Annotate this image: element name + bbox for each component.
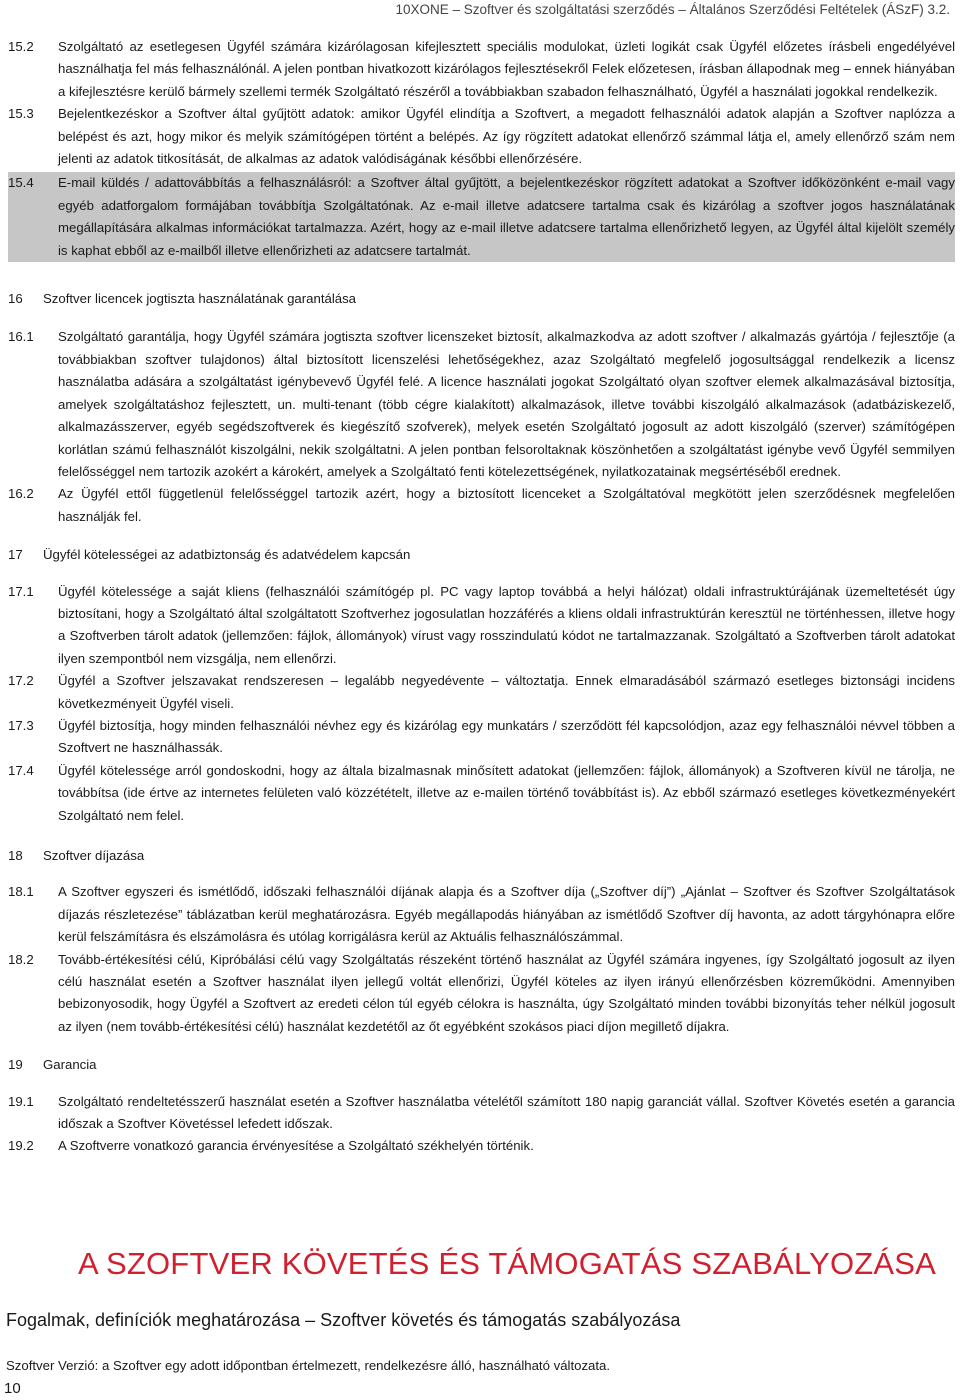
clause-number: 15.4 — [8, 175, 34, 191]
clause-15-3 — [8, 103, 955, 170]
chapter-subtitle: Fogalmak, definíciók meghatározása – Szoftver követés és támogatás szabályozása — [6, 1310, 681, 1330]
chapter-title: A SZOFTVER KÖVETÉS ÉS TÁMOGATÁS SZABÁLYOZÁSA — [78, 1246, 937, 1281]
clause-text: Szolgáltató rendeltetésszerű használat esetén a Szoftver használatba vételétől számított 180 napig garanciát vállal. Szoftver Követés esetén a garancia időszak a Szoftver Követéssel lefedett időszak. — [58, 1093, 955, 1132]
clause-19-1 — [8, 1091, 955, 1136]
clause-number: 17.2 — [8, 673, 34, 689]
clause-18-1 — [8, 881, 955, 948]
running-header: 10XONE – Szoftver és szolgáltatási szerződés – Általános Szerződési Feltételek (ÁSzF) 3.2. — [395, 2, 950, 17]
clause-text: A Szoftver egyszeri és ismétlődő, időszaki felhasználói díjának alapja és a Szoftver díja („Szoftver díj”) „Ajánlat – Szoftver és Szoftver Szolgáltatások díjazás részletezése” táblázatban kerül meghatározásra. Egyéb megállapodás hiányában az ismétlődő Szoftver díj havonta, az adott tárgyhónapra előre kerül felszámításra és elszámolásra és utólag korrigálásra kerül az Aktuális felhasználószámmal. — [58, 884, 955, 945]
document-body — [8, 36, 955, 1158]
section-title: Szoftver licencek jogtiszta használatának garantálása — [43, 291, 357, 307]
clause-number: 15.3 — [8, 106, 34, 122]
clause-number: 17.3 — [8, 717, 34, 733]
clause-number: 19.1 — [8, 1093, 34, 1109]
section-title: Garancia — [43, 1057, 97, 1073]
clause-17-4 — [8, 760, 955, 827]
clause-16-2 — [8, 483, 955, 528]
clause-text: Ügyfél a Szoftver jelszavakat rendszeresen – legalább negyedévente – változtatja. Ennek elmaradásából származó esetleges biztonsági incidens következményeit Ügyfél viseli. — [58, 673, 955, 711]
section-17-heading — [8, 544, 955, 566]
clause-text: Szolgáltató az esetlegesen Ügyfél számára kizárólagosan kifejlesztett speciális modulokat, üzleti logikát csak Ügyfél előzetes írásbeli engedélyével használhatja fel más felhasználónál. A jelen pontban hivatkozott kizárólagos fejlesztésekről Felek előzetesen, írásban állapodnak meg – ennek hiányában a kifejlesztésre kerülő bármely szellemi termék Szolgáltató részéről a továbbiakban szabadon felhasználható, Ügyfél a használati jogokkal rendelkezik. — [58, 39, 955, 99]
clause-number: 18.1 — [8, 884, 34, 900]
clause-text: Az Ügyfél ettől függetlenül felelősséggel tartozik azért, hogy a biztosított licenceket a Szolgáltatóval megkötött jelen szerződésnek megfelelően használják fel. — [58, 486, 955, 524]
clause-text: Szolgáltató garantálja, hogy Ügyfél számára jogtiszta szoftver licenszeket biztosít, alkalmazkodva az adott szoftver / alkalmazás gyártója / fejlesztője (a továbbiakban szoftver tulajdonos) által biztosított licenszelési lehetőségekhez, azaz Szolgáltató megfelelő jogosultsággal rendelkezik a licensz használatba adására a szolgáltatást igénybevevő Ügyfél felé. A licence használati jogokat Szolgáltató olyan szoftver elemek alkalmazásával biztosítja, amelyek szolgáltatáshoz fejlesztett, un. multi-tenant (több cégre kialakított) alkalmazások, illetve további kiszolgáló alkalmazások (adatbáziskezelő, alkalmazásszerver, egyéb segédszoftverek és kiegészítő szofverek), melyek esetén Szolgáltató jogosult az adott kiszolgáló (szerver) számítógépen korlátlan számú felhasználót kiszolgálni, nekik szolgáltatni. A jelen pontban felsoroltaknak köszönhetően a szolgáltatást igénybe vevő Ügyfél semmilyen felelősséggel nem tartozik azokért a károkért, amelyek a Szolgáltató fenti kötelezettségének, nyilatkozatainak megsértéséből erednek. — [58, 329, 955, 479]
clause-text: Tovább-értékesítési célú, Kipróbálási célú vagy Szolgáltatás részeként történő használat az Ügyfél számára ingyenes, így Szolgáltató jogosult az ilyen célú használat esetén a Szoftver használat ilyen jellegű voltát ellenőrizi, Ügyfél köteles az ilyen irányú ellenőrzésben közreműködni. Amennyiben bebizonyosodik, hogy Ügyfél a Szoftvert az eredeti célon túl egyéb célokra is használta, úgy Szolgáltató minden további bizonyítás teher nélkül jogosult az ilyen (nem tovább-értékesítési célú) használat kezdetétől az őt egyébként szokásos piaci díjon megillető díjakra. — [58, 951, 955, 1034]
clause-17-2 — [8, 670, 955, 715]
section-title: Szoftver díjazása — [43, 848, 145, 863]
section-number: 16 — [8, 291, 23, 307]
clause-number: 17.1 — [8, 583, 34, 599]
clause-text: A Szoftverre vonatkozó garancia érvényesítése a Szolgáltató székhelyén történik. — [58, 1138, 534, 1154]
clause-17-1 — [8, 581, 955, 671]
section-19-heading — [8, 1054, 955, 1076]
section-18-heading — [8, 845, 955, 867]
clause-number: 17.4 — [8, 762, 34, 778]
clause-number: 18.2 — [8, 951, 34, 967]
section-16-heading — [8, 288, 955, 310]
clause-18-2 — [8, 949, 955, 1039]
clause-text: Ügyfél kötelessége a saját kliens (felhasználói számítógép pl. PC vagy laptop továbbá a helyi hálózat) oldali infrastruktúrájának üzemeltetését úgy biztosítani, hogy a Szolgáltató által szolgáltatott Szoftverhez jogosulatlan hozzáférés a kliens oldali infrastruktúrán keresztül ne történhessen, illetve hogy a Szoftverben tárolt adatok (jellemzően: fájlok, állományok) vírust vagy rosszindulatú kódot ne tartalmazzanak. Szolgáltató a Szoftverben tárolt adatokat ilyen szempontból nem vizsgálja, nem ellenőrzi. — [58, 583, 955, 666]
clause-15-2 — [8, 36, 955, 103]
clause-number: 19.2 — [8, 1138, 34, 1154]
section-number: 19 — [8, 1057, 23, 1073]
clause-text: E-mail küldés / adattovábbítás a felhasználásról: a Szoftver által gyűjtött, a bejelentkezéskor rögzített adatokat a Szoftver időközönként e-mail vagy egyéb adatforgalom formájában továbbítja Szolgáltatónak. Az e-mail illetve adatcsere tartalma csak és kizárólag a szoftver jogos használatának megállapítására alkalmas információkat tartalmazza. Azért, hogy az e-mail illetve adatcsere tartalma ellenőrizhető legyen, az Ügyfél által kijelölt személy is kaphat ebből az e-mailből illetve ellenőrizheti az adatcsere tartalmát. — [58, 175, 955, 258]
clause-15-4 — [8, 172, 955, 262]
clause-text: Ügyfél biztosítja, hogy minden felhasználói névhez egy és kizárólag egy munkatárs / szerződött fél kapcsolódjon, azaz egy felhasználói névvel többen a Szoftvert ne használhassák. — [58, 717, 955, 756]
clause-text: Bejelentkezéskor a Szoftver által gyűjtött adatok: amikor Ügyfél elindítja a Szoftvert, a megadott felhasználói adatok alapján a Szoftver naplózza a belépést és azt, hogy mikor és melyik számítógépen történt a belépés. Az így rögzített adatokat ellenőrző számmal látja el, amely ellenőrző szám nem jelenti az adatok titkosítását, de alkalmas az adatok valódiságának későbbi ellenőrzésére. — [58, 106, 955, 167]
clause-16-1 — [8, 326, 955, 483]
clause-number: 16.1 — [8, 329, 34, 345]
section-number: 17 — [8, 547, 23, 563]
section-title: Ügyfél kötelességei az adatbiztonság és adatvédelem kapcsán — [43, 547, 411, 563]
clause-19-2 — [8, 1135, 955, 1157]
clause-number: 15.2 — [8, 39, 34, 54]
clause-17-3 — [8, 715, 955, 760]
clause-number: 16.2 — [8, 486, 34, 502]
clause-text: Ügyfél kötelessége arról gondoskodni, hogy az általa bizalmasnak minősített adatokat (jellemzően: fájlok, állományok) a Szoftveren kívül ne tárolja, ne továbbítsa (ide értve az internetes felületen való közzétételt, illetve az e-mailen történő továbbítást is). Az ebből származó esetleges következményekért Szolgáltató nem felel. — [58, 762, 955, 823]
definition-line: Szoftver Verzió: a Szoftver egy adott időpontban értelmezett, rendelkezésre álló, használható változata. — [6, 1358, 611, 1373]
section-number: 18 — [8, 848, 23, 863]
page-number: 10 — [4, 1380, 21, 1397]
